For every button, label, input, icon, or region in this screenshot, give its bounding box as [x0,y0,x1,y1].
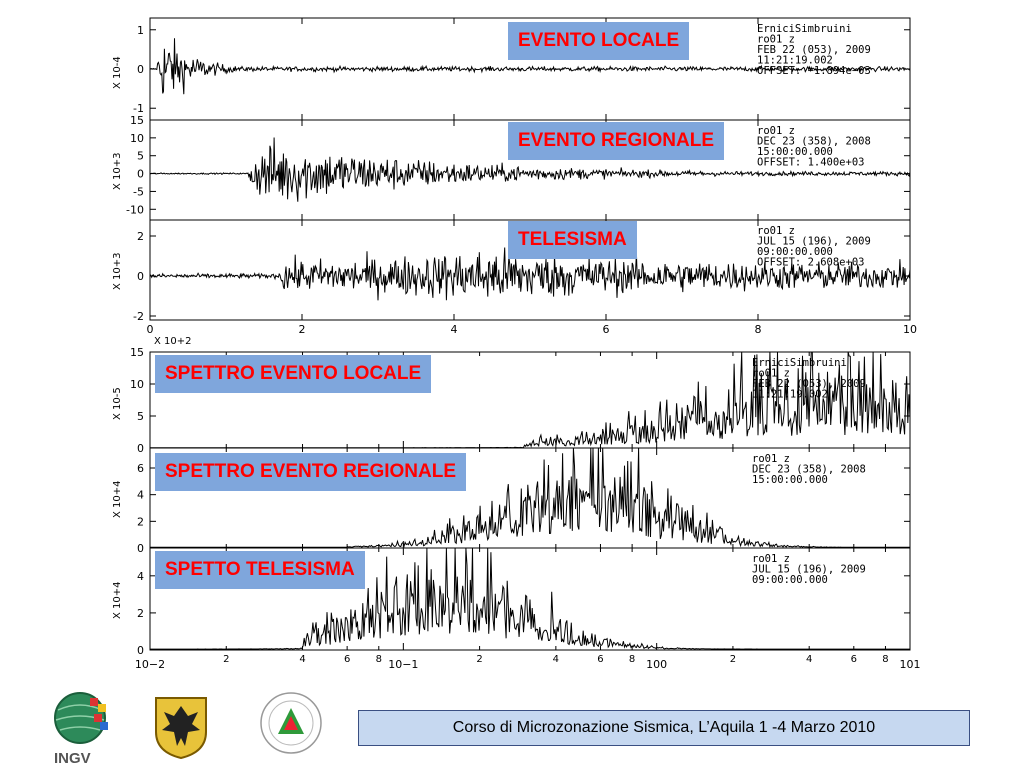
station-info-line: ro01 z [752,453,790,465]
x-tick-label: 6 [597,654,604,665]
y-tick-label: 15 [130,346,144,359]
station-info-line: ro01 z [752,553,790,565]
station-info-line: ro01 z [757,33,795,46]
ingv-text: INGV [54,750,91,767]
x-tick-label: 8 [754,323,762,336]
station-info-line: ErniciSimbruini [752,357,847,369]
station-info-line: FEB 22 (053), 2009 [752,378,866,390]
y-tick-label: -5 [133,185,144,199]
y-tick-label: 4 [137,488,144,502]
x-tick-label: 10−1 [388,658,419,671]
x-tick-label: 2 [729,654,737,665]
station-info-line: JUL 15 (196), 2009 [752,563,866,576]
station-info-line: 15:00:00.000 [757,146,833,158]
y-tick-label: -2 [133,310,144,323]
x-axis-unit: X 10+2 [154,336,192,347]
station-info-line: 09:00:00.000 [757,246,833,258]
y-tick-label: 2 [137,515,144,529]
y-tick-label: -1 [133,102,144,116]
x-tick-label: 6 [343,654,351,665]
station-info-line: 15:00:00.000 [752,474,828,486]
y-tick-label: 1 [137,23,144,37]
label-evento-regionale: EVENTO REGIONALE [508,122,724,160]
station-info-line: FEB 22 (053), 2009 [757,44,871,56]
y-tick-label: 6 [137,462,144,475]
coat-of-arms-icon [152,694,210,764]
x-tick-label: 6 [602,323,610,336]
station-info-line: ErniciSimbruini [757,23,852,35]
y-tick-label: 0 [137,542,144,555]
x-tick-label: 10−2 [134,658,166,671]
y-tick-label: 0 [137,167,144,181]
x-tick-label: 100 [646,658,668,671]
y-tick-label: 5 [137,149,144,163]
label-telesisma: TELESISMA [508,221,637,259]
x-tick-label: 101 [899,658,921,671]
station-info-line: ro01 z [752,367,790,380]
y-tick-label: 2 [137,606,144,620]
x-tick-label: 8 [882,654,889,665]
protezione-civile-icon [258,690,324,760]
y-tick-label: 0 [137,270,144,283]
y-tick-label: 0 [137,644,144,657]
y-axis-label: X 10+3 [112,152,123,190]
y-tick-label: 2 [137,230,144,243]
x-tick-label: 4 [552,654,560,665]
y-tick-label: 15 [130,114,144,127]
x-tick-label: 8 [375,654,382,665]
x-tick-label: 2 [223,654,230,665]
y-axis-label: X 10+3 [112,252,123,290]
y-axis-label: X 10-4 [112,56,123,89]
station-info-line: 11:21:19.002 [757,54,833,67]
label-spettro-telesisma: SPETTO TELESISMA [155,551,365,589]
y-axis-label: X 10-5 [112,387,123,420]
station-info-line: ro01 z [757,125,795,137]
station-info-line: JUL 15 (196), 2009 [757,235,871,248]
x-tick-label: 4 [806,654,813,665]
station-info-line: 09:00:00.000 [752,574,828,586]
y-tick-label: 4 [137,569,144,583]
station-info-line: OFFSET: 2.608e+03 [757,256,865,269]
station-info-line: 11:21:19.002 [752,388,828,401]
x-tick-label: 4 [450,323,458,336]
station-info-line: DEC 23 (358), 2008 [752,463,866,476]
station-info-line: OFFSET: 1.400e+03 [757,156,865,169]
x-tick-label: 2 [476,654,483,665]
y-tick-label: 10 [130,131,144,145]
x-tick-label: 0 [146,323,154,336]
y-tick-label: 10 [130,378,144,391]
y-axis-label: X 10+4 [112,480,123,518]
y-tick-label: 5 [137,410,144,423]
x-tick-label: 10 [903,323,917,336]
label-spettro-regionale: SPETTRO EVENTO REGIONALE [155,453,466,491]
station-info-line: DEC 23 (358), 2008 [757,135,871,148]
x-tick-label: 4 [299,654,306,665]
x-tick-label: 8 [628,654,636,665]
x-tick-label: 6 [850,654,857,665]
label-spettro-locale: SPETTRO EVENTO LOCALE [155,355,431,393]
y-axis-label: X 10+4 [112,581,123,619]
station-info-line: ro01 z [757,225,795,237]
ingv-logo [50,690,114,767]
station-info-line: OFFSET: −1.894e−03 [757,65,871,77]
y-tick-label: 0 [137,442,144,455]
x-tick-label: 2 [298,323,306,336]
y-tick-label: -10 [126,203,144,217]
course-footer: Corso di Microzonazione Sismica, L’Aquila 1 -4 Marzo 2010 [358,710,970,746]
globe-icon [50,690,114,746]
label-evento-locale: EVENTO LOCALE [508,22,689,60]
y-tick-label: 0 [137,63,144,76]
